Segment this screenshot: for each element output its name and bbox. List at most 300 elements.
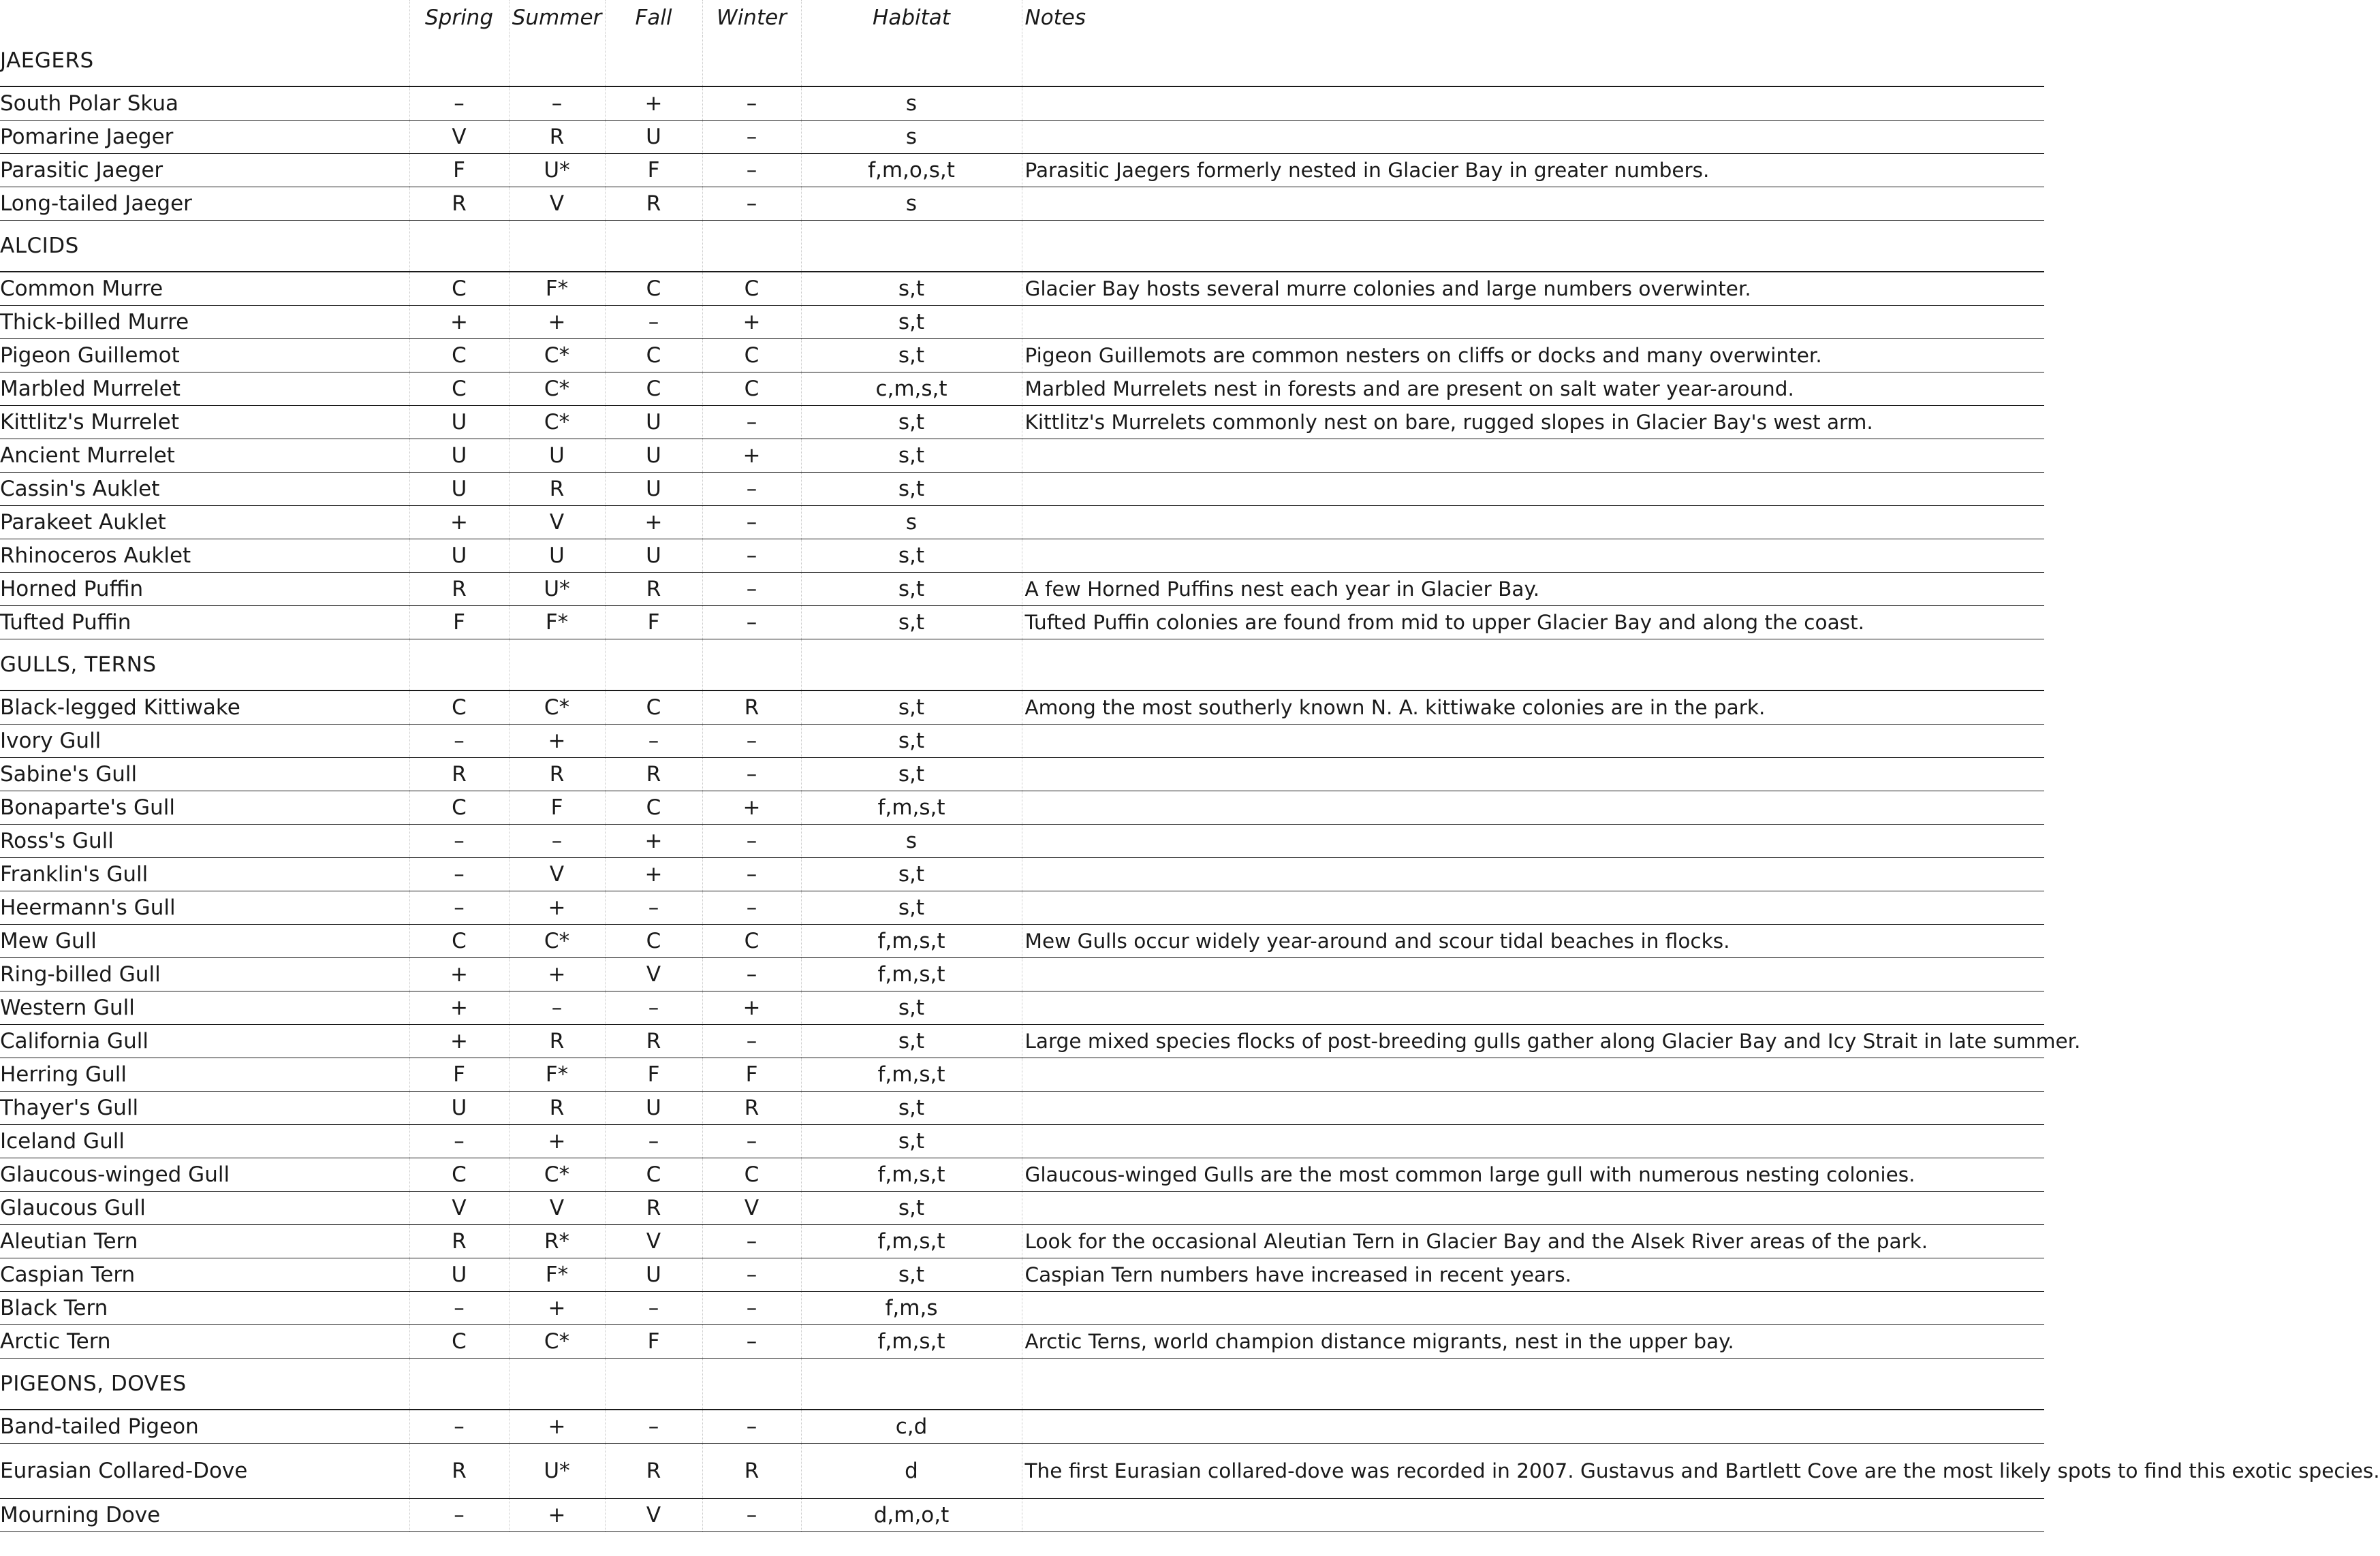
summer-status: C*	[509, 339, 605, 372]
species-note	[1022, 306, 2044, 339]
species-row	[0, 573, 2044, 606]
fall-status: +	[605, 506, 702, 539]
habitat-codes: s,t	[801, 539, 1022, 573]
fall-status: C	[605, 690, 702, 725]
group-spacer-cell	[702, 35, 801, 86]
column-header-fall: Fall	[605, 0, 702, 35]
winter-status: –	[702, 1499, 801, 1532]
species-name: Ross's Gull	[0, 825, 409, 858]
species-note	[1022, 991, 2044, 1025]
species-note	[1022, 439, 2044, 473]
summer-status: R	[509, 473, 605, 506]
summer-status: U*	[509, 573, 605, 606]
species-row	[0, 1292, 2044, 1325]
species-note: Tufted Puffin colonies are found from mid to upper Glacier Bay and along the coast.	[1022, 606, 2044, 639]
column-header-habitat: Habitat	[801, 0, 1022, 35]
spring-status: U	[409, 473, 509, 506]
habitat-codes: s,t	[801, 473, 1022, 506]
habitat-codes: c,m,s,t	[801, 372, 1022, 406]
winter-status: R	[702, 1444, 801, 1499]
species-name: Band-tailed Pigeon	[0, 1410, 409, 1444]
fall-status: –	[605, 306, 702, 339]
winter-status: –	[702, 725, 801, 758]
habitat-codes: s,t	[801, 306, 1022, 339]
habitat-codes: f,m,s,t	[801, 958, 1022, 991]
species-name: Black-legged Kittiwake	[0, 690, 409, 725]
habitat-codes: s,t	[801, 606, 1022, 639]
species-row	[0, 473, 2044, 506]
group-spacer-cell	[509, 221, 605, 272]
spring-status: C	[409, 372, 509, 406]
habitat-codes: s,t	[801, 573, 1022, 606]
fall-status: R	[605, 187, 702, 221]
spring-status: –	[409, 1410, 509, 1444]
winter-status: –	[702, 891, 801, 925]
habitat-codes: f,m,s	[801, 1292, 1022, 1325]
summer-status: V	[509, 1192, 605, 1225]
winter-status: C	[702, 272, 801, 306]
species-name: Herring Gull	[0, 1058, 409, 1092]
summer-status: C*	[509, 925, 605, 958]
species-name: Arctic Tern	[0, 1325, 409, 1359]
species-note: Kittlitz's Murrelets commonly nest on bare, rugged slopes in Glacier Bay's west arm.	[1022, 406, 2044, 439]
fall-status: C	[605, 339, 702, 372]
group-spacer-cell	[702, 221, 801, 272]
habitat-codes: s,t	[801, 406, 1022, 439]
fall-status: U	[605, 439, 702, 473]
species-name: Heermann's Gull	[0, 891, 409, 925]
group-header-row	[0, 639, 2044, 691]
spring-status: F	[409, 154, 509, 187]
winter-status: –	[702, 573, 801, 606]
species-name: Ring-billed Gull	[0, 958, 409, 991]
species-name: Ancient Murrelet	[0, 439, 409, 473]
winter-status: –	[702, 154, 801, 187]
winter-status: –	[702, 858, 801, 891]
spring-status: V	[409, 1192, 509, 1225]
species-note: A few Horned Puffins nest each year in Glacier Bay.	[1022, 573, 2044, 606]
column-header-notes: Notes	[1022, 0, 2044, 35]
fall-status: C	[605, 272, 702, 306]
winter-status: –	[702, 506, 801, 539]
summer-status: F*	[509, 606, 605, 639]
habitat-codes: s,t	[801, 339, 1022, 372]
habitat-codes: f,m,s,t	[801, 925, 1022, 958]
winter-status: F	[702, 1058, 801, 1092]
habitat-codes: d	[801, 1444, 1022, 1499]
fall-status: R	[605, 573, 702, 606]
species-name: Sabine's Gull	[0, 758, 409, 791]
winter-status: –	[702, 758, 801, 791]
species-name: Rhinoceros Auklet	[0, 539, 409, 573]
habitat-codes: f,m,s,t	[801, 1225, 1022, 1258]
species-note	[1022, 1092, 2044, 1125]
spring-status: –	[409, 725, 509, 758]
species-row	[0, 1499, 2044, 1532]
winter-status: –	[702, 606, 801, 639]
species-row	[0, 86, 2044, 121]
species-row	[0, 725, 2044, 758]
fall-status: V	[605, 1225, 702, 1258]
habitat-codes: s,t	[801, 891, 1022, 925]
species-note	[1022, 791, 2044, 825]
habitat-codes: f,m,s,t	[801, 1058, 1022, 1092]
summer-status: –	[509, 991, 605, 1025]
habitat-codes: s,t	[801, 439, 1022, 473]
species-note	[1022, 1499, 2044, 1532]
species-row	[0, 339, 2044, 372]
species-row	[0, 690, 2044, 725]
summer-status: +	[509, 1410, 605, 1444]
species-name: Marbled Murrelet	[0, 372, 409, 406]
spring-status: C	[409, 1158, 509, 1192]
summer-status: F	[509, 791, 605, 825]
summer-status: +	[509, 958, 605, 991]
column-header-summer: Summer	[509, 0, 605, 35]
column-header-spring: Spring	[409, 0, 509, 35]
spring-status: –	[409, 858, 509, 891]
fall-status: –	[605, 991, 702, 1025]
spring-status: C	[409, 791, 509, 825]
species-name: Franklin's Gull	[0, 858, 409, 891]
spring-status: U	[409, 539, 509, 573]
spring-status: –	[409, 825, 509, 858]
summer-status: +	[509, 725, 605, 758]
summer-status: +	[509, 1499, 605, 1532]
habitat-codes: s,t	[801, 1125, 1022, 1158]
summer-status: R	[509, 1025, 605, 1058]
group-spacer-cell	[509, 639, 605, 691]
fall-status: U	[605, 121, 702, 154]
summer-status: F*	[509, 1258, 605, 1292]
species-name: Parakeet Auklet	[0, 506, 409, 539]
summer-status: R	[509, 121, 605, 154]
winter-status: R	[702, 690, 801, 725]
habitat-codes: d,m,o,t	[801, 1499, 1022, 1532]
group-title: PIGEONS, DOVES	[0, 1359, 409, 1410]
winter-status: –	[702, 958, 801, 991]
species-note: Arctic Terns, world champion distance migrants, nest in the upper bay.	[1022, 1325, 2044, 1359]
group-spacer-cell	[801, 1359, 1022, 1410]
species-note	[1022, 1192, 2044, 1225]
species-name: Parasitic Jaeger	[0, 154, 409, 187]
species-row	[0, 154, 2044, 187]
species-row	[0, 1444, 2044, 1499]
fall-status: U	[605, 406, 702, 439]
spring-status: R	[409, 1444, 509, 1499]
species-row	[0, 791, 2044, 825]
spring-status: F	[409, 606, 509, 639]
species-note: Glacier Bay hosts several murre colonies and large numbers overwinter.	[1022, 272, 2044, 306]
winter-status: –	[702, 539, 801, 573]
species-note: Caspian Tern numbers have increased in recent years.	[1022, 1258, 2044, 1292]
summer-status: C*	[509, 690, 605, 725]
fall-status: U	[605, 1092, 702, 1125]
species-name: Black Tern	[0, 1292, 409, 1325]
group-spacer-cell	[605, 221, 702, 272]
spring-status: –	[409, 1125, 509, 1158]
habitat-codes: f,m,s,t	[801, 1325, 1022, 1359]
species-note	[1022, 891, 2044, 925]
species-name: Pomarine Jaeger	[0, 121, 409, 154]
summer-status: C*	[509, 1325, 605, 1359]
group-spacer-cell	[509, 35, 605, 86]
species-row	[0, 1225, 2044, 1258]
species-row	[0, 1058, 2044, 1092]
summer-status: +	[509, 1292, 605, 1325]
habitat-codes: s,t	[801, 272, 1022, 306]
summer-status: U*	[509, 154, 605, 187]
fall-status: V	[605, 1499, 702, 1532]
summer-status: R	[509, 758, 605, 791]
habitat-codes: s	[801, 121, 1022, 154]
group-header-row	[0, 35, 2044, 86]
winter-status: –	[702, 1325, 801, 1359]
spring-status: R	[409, 1225, 509, 1258]
species-name: Glaucous Gull	[0, 1192, 409, 1225]
group-spacer-cell	[605, 35, 702, 86]
species-name: Cassin's Auklet	[0, 473, 409, 506]
species-row	[0, 1125, 2044, 1158]
group-spacer-cell	[605, 639, 702, 691]
fall-status: F	[605, 1058, 702, 1092]
fall-status: –	[605, 1125, 702, 1158]
species-row	[0, 1025, 2044, 1058]
habitat-codes: s,t	[801, 758, 1022, 791]
species-name: Eurasian Collared-Dove	[0, 1444, 409, 1499]
species-note: Mew Gulls occur widely year-around and scour tidal beaches in flocks.	[1022, 925, 2044, 958]
winter-status: +	[702, 991, 801, 1025]
habitat-codes: s,t	[801, 725, 1022, 758]
habitat-codes: s,t	[801, 1258, 1022, 1292]
winter-status: –	[702, 1292, 801, 1325]
species-row	[0, 958, 2044, 991]
group-spacer-cell	[801, 35, 1022, 86]
summer-status: F*	[509, 1058, 605, 1092]
summer-status: F*	[509, 272, 605, 306]
species-name: Kittlitz's Murrelet	[0, 406, 409, 439]
summer-status: +	[509, 1125, 605, 1158]
fall-status: U	[605, 539, 702, 573]
species-note	[1022, 958, 2044, 991]
spring-status: +	[409, 1025, 509, 1058]
fall-status: F	[605, 1325, 702, 1359]
species-name: Long-tailed Jaeger	[0, 187, 409, 221]
spring-status: R	[409, 573, 509, 606]
species-row	[0, 758, 2044, 791]
species-name: Iceland Gull	[0, 1125, 409, 1158]
species-name: Caspian Tern	[0, 1258, 409, 1292]
species-name: Thayer's Gull	[0, 1092, 409, 1125]
species-note: Large mixed species flocks of post-breeding gulls gather along Glacier Bay and Icy Strait in late summer.	[1022, 1025, 2044, 1058]
species-note: Among the most southerly known N. A. kittiwake colonies are in the park.	[1022, 690, 2044, 725]
winter-status: –	[702, 121, 801, 154]
group-title: GULLS, TERNS	[0, 639, 409, 691]
winter-status: –	[702, 1125, 801, 1158]
fall-status: U	[605, 473, 702, 506]
spring-status: U	[409, 1092, 509, 1125]
species-name: Mew Gull	[0, 925, 409, 958]
winter-status: –	[702, 406, 801, 439]
fall-status: C	[605, 372, 702, 406]
spring-status: +	[409, 958, 509, 991]
species-row	[0, 991, 2044, 1025]
species-row	[0, 372, 2044, 406]
species-note: Pigeon Guillemots are common nesters on cliffs or docks and many overwinter.	[1022, 339, 2044, 372]
species-note	[1022, 86, 2044, 121]
group-spacer-cell	[1022, 1359, 2044, 1410]
species-row	[0, 606, 2044, 639]
species-note	[1022, 825, 2044, 858]
species-row	[0, 439, 2044, 473]
species-name: South Polar Skua	[0, 86, 409, 121]
group-spacer-cell	[409, 639, 509, 691]
spring-status: –	[409, 1292, 509, 1325]
fall-status: R	[605, 758, 702, 791]
species-row	[0, 825, 2044, 858]
group-spacer-cell	[1022, 35, 2044, 86]
group-header-row	[0, 221, 2044, 272]
column-header-winter: Winter	[702, 0, 801, 35]
species-note	[1022, 725, 2044, 758]
summer-status: V	[509, 858, 605, 891]
spring-status: U	[409, 439, 509, 473]
summer-status: V	[509, 506, 605, 539]
species-row	[0, 539, 2044, 573]
species-note	[1022, 858, 2044, 891]
species-row	[0, 1258, 2044, 1292]
spring-status: –	[409, 891, 509, 925]
fall-status: R	[605, 1025, 702, 1058]
habitat-codes: f,m,s,t	[801, 1158, 1022, 1192]
spring-status: +	[409, 506, 509, 539]
winter-status: –	[702, 187, 801, 221]
species-row	[0, 506, 2044, 539]
species-name: Mourning Dove	[0, 1499, 409, 1532]
summer-status: R*	[509, 1225, 605, 1258]
winter-status: +	[702, 791, 801, 825]
fall-status: U	[605, 1258, 702, 1292]
winter-status: +	[702, 439, 801, 473]
spring-status: C	[409, 339, 509, 372]
summer-status: C*	[509, 406, 605, 439]
group-spacer-cell	[409, 221, 509, 272]
species-row	[0, 272, 2044, 306]
species-row	[0, 406, 2044, 439]
group-spacer-cell	[702, 1359, 801, 1410]
fall-status: C	[605, 1158, 702, 1192]
habitat-codes: s,t	[801, 1092, 1022, 1125]
column-header-row	[0, 0, 2044, 35]
species-row	[0, 858, 2044, 891]
summer-status: U	[509, 439, 605, 473]
summer-status: +	[509, 891, 605, 925]
winter-status: –	[702, 825, 801, 858]
habitat-codes: s,t	[801, 690, 1022, 725]
spring-status: +	[409, 306, 509, 339]
species-note: Parasitic Jaegers formerly nested in Glacier Bay in greater numbers.	[1022, 154, 2044, 187]
summer-status: –	[509, 825, 605, 858]
group-spacer-cell	[509, 1359, 605, 1410]
winter-status: –	[702, 86, 801, 121]
species-name: Pigeon Guillemot	[0, 339, 409, 372]
spring-status: R	[409, 187, 509, 221]
species-note	[1022, 187, 2044, 221]
species-name: Tufted Puffin	[0, 606, 409, 639]
summer-status: R	[509, 1092, 605, 1125]
fall-status: +	[605, 858, 702, 891]
species-note	[1022, 539, 2044, 573]
group-spacer-cell	[801, 639, 1022, 691]
group-spacer-cell	[1022, 221, 2044, 272]
species-name: Bonaparte's Gull	[0, 791, 409, 825]
habitat-codes: s	[801, 825, 1022, 858]
group-spacer-cell	[1022, 639, 2044, 691]
habitat-codes: f,m,o,s,t	[801, 154, 1022, 187]
habitat-codes: s,t	[801, 991, 1022, 1025]
species-name: Western Gull	[0, 991, 409, 1025]
habitat-codes: s,t	[801, 1192, 1022, 1225]
summer-status: C*	[509, 372, 605, 406]
winter-status: –	[702, 1225, 801, 1258]
fall-status: –	[605, 1410, 702, 1444]
spring-status: V	[409, 121, 509, 154]
fall-status: F	[605, 606, 702, 639]
species-note: Glaucous-winged Gulls are the most common large gull with numerous nesting colonies.	[1022, 1158, 2044, 1192]
species-note	[1022, 473, 2044, 506]
group-spacer-cell	[801, 221, 1022, 272]
habitat-codes: s	[801, 86, 1022, 121]
habitat-codes: f,m,s,t	[801, 791, 1022, 825]
fall-status: –	[605, 1292, 702, 1325]
summer-status: –	[509, 86, 605, 121]
species-note	[1022, 1125, 2044, 1158]
fall-status: R	[605, 1444, 702, 1499]
spring-status: C	[409, 925, 509, 958]
group-spacer-cell	[702, 639, 801, 691]
fall-status: C	[605, 791, 702, 825]
species-row	[0, 1410, 2044, 1444]
fall-status: –	[605, 725, 702, 758]
summer-status: V	[509, 187, 605, 221]
summer-status: U*	[509, 1444, 605, 1499]
species-name: Aleutian Tern	[0, 1225, 409, 1258]
winter-status: R	[702, 1092, 801, 1125]
winter-status: V	[702, 1192, 801, 1225]
winter-status: C	[702, 372, 801, 406]
spring-status: –	[409, 86, 509, 121]
group-header-row	[0, 1359, 2044, 1410]
winter-status: –	[702, 1410, 801, 1444]
species-name: Glaucous-winged Gull	[0, 1158, 409, 1192]
group-title: ALCIDS	[0, 221, 409, 272]
spring-status: U	[409, 406, 509, 439]
species-row	[0, 1158, 2044, 1192]
summer-status: C*	[509, 1158, 605, 1192]
spring-status: +	[409, 991, 509, 1025]
winter-status: –	[702, 1258, 801, 1292]
summer-status: +	[509, 306, 605, 339]
habitat-codes: s,t	[801, 858, 1022, 891]
spring-status: R	[409, 758, 509, 791]
fall-status: C	[605, 925, 702, 958]
habitat-codes: c,d	[801, 1410, 1022, 1444]
species-name: Ivory Gull	[0, 725, 409, 758]
species-row	[0, 925, 2044, 958]
species-name: Thick-billed Murre	[0, 306, 409, 339]
column-header-species	[0, 0, 409, 35]
species-note	[1022, 506, 2044, 539]
